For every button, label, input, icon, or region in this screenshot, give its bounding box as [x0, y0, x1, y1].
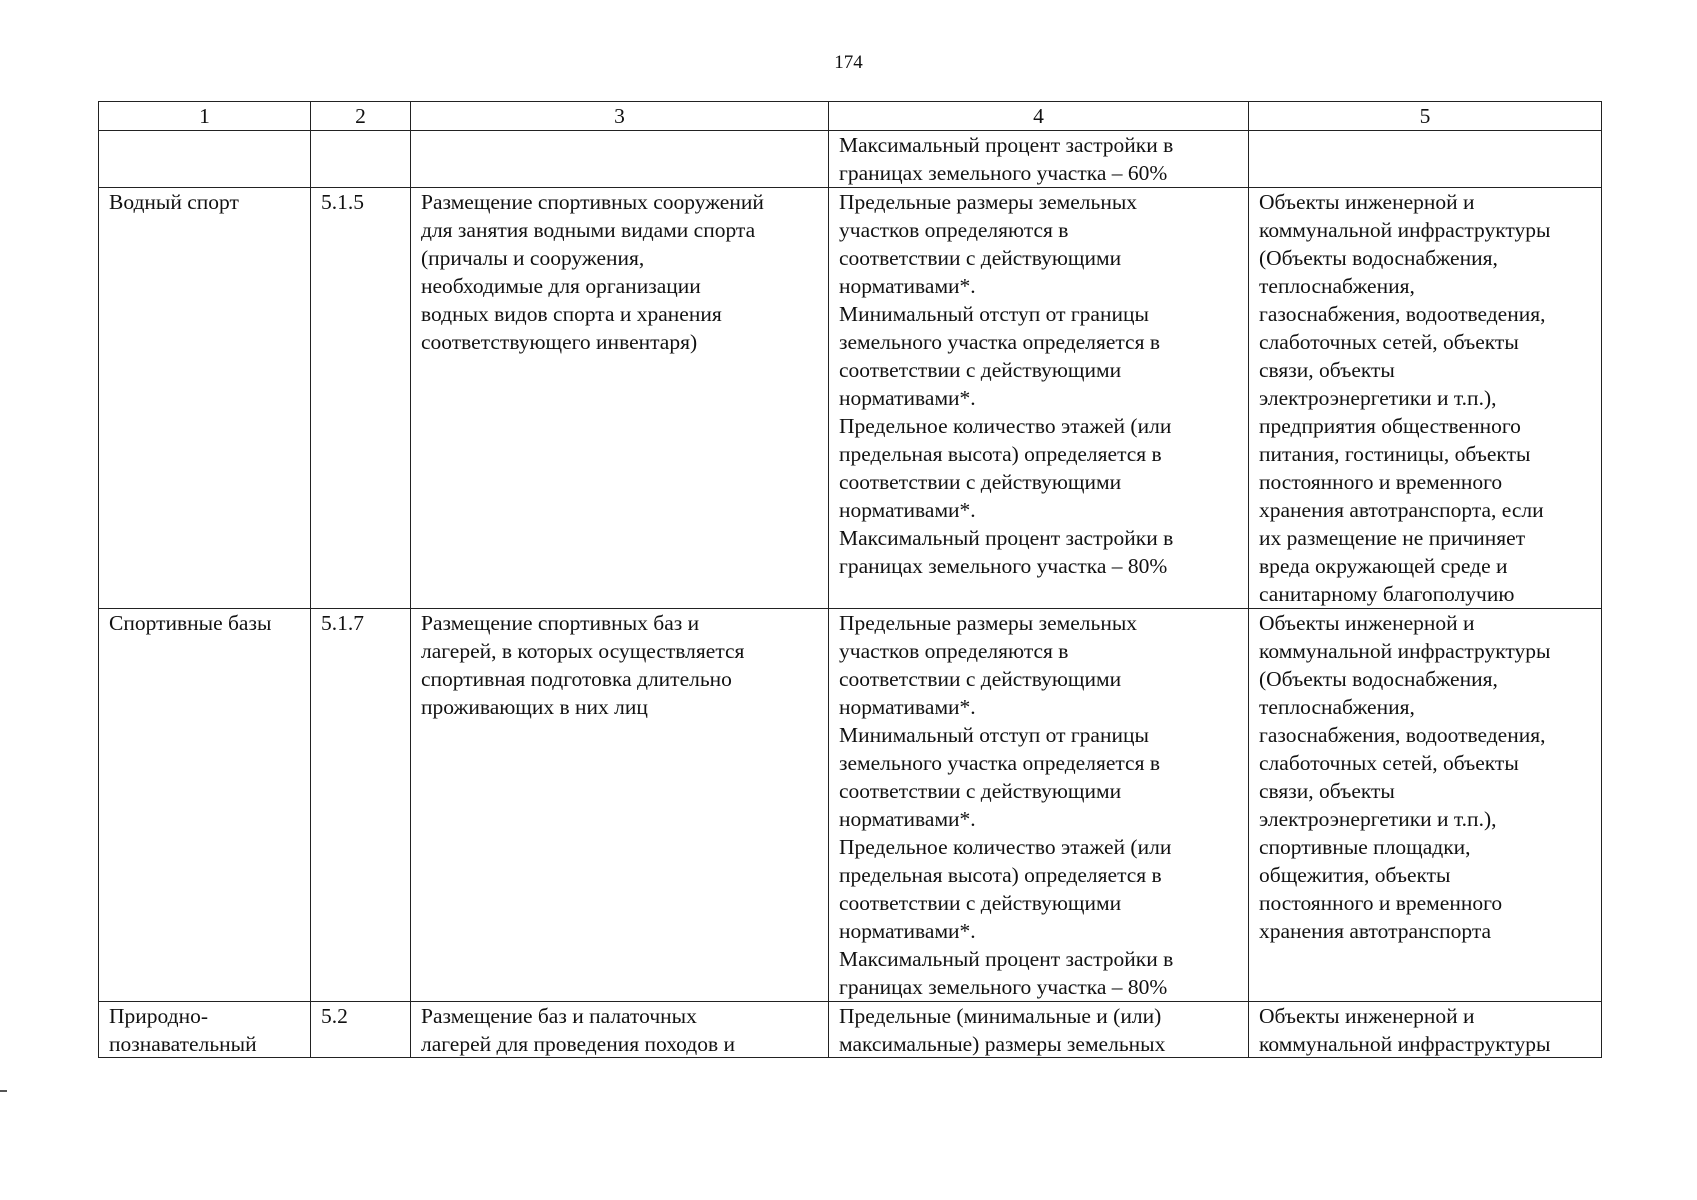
code-cell [311, 131, 411, 188]
table-row [99, 1002, 1602, 1058]
auxiliary-uses-cell: Объекты инженерной и коммунальной инфраструктуры (Объекты водоснабжения, теплоснабжения, газоснабжения, водоотведения, слаботочных сетей, объекты связи, объекты электроэнергетики и т.п.), спортивные площадки, общежития, объекты постоянного и временного хранения автотранспорта [1249, 609, 1602, 1002]
use-name-cell: Спортивные базы [99, 609, 311, 1002]
description-cell: Размещение спортивных баз и лагерей, в которых осуществляется спортивная подготовка длительно проживающих в них лиц [411, 609, 829, 1002]
table-row [99, 131, 1602, 188]
description-cell [411, 1002, 829, 1058]
column-header: 1 [99, 102, 311, 131]
page-number: 174 [834, 52, 863, 73]
auxiliary-uses-cell [1249, 1002, 1602, 1058]
column-header: 4 [829, 102, 1249, 131]
cell-text: Предельные (минимальные и (или) максимальные) размеры земельных [839, 1004, 1166, 1056]
parameters-cell: Предельные размеры земельных участков определяются в соответствии с действующими нормативами*. Минимальный отступ от границы земельного участка определяется в соответствии с действующими нормативами*. Предельное количество этажей (или предельная высота) определяется в соответствии с действующими нормативами*. Максимальный процент застройки в границах земельного участка – 80% [829, 609, 1249, 1002]
column-header: 5 [1249, 102, 1602, 131]
column-header: 3 [411, 102, 829, 131]
cell-text: Природно- познавательный [109, 1004, 257, 1056]
parameters-cell [829, 1002, 1249, 1058]
column-header: 2 [311, 102, 411, 131]
cell-text: Объекты инженерной и коммунальной инфраструктуры [1259, 1004, 1551, 1056]
parameters-cell: Предельные размеры земельных участков определяются в соответствии с действующими нормативами*. Минимальный отступ от границы земельного участка определяется в соответствии с действующими нормативами*. Предельное количество этажей (или предельная высота) определяется в соответствии с действующими нормативами*. Максимальный процент застройки в границах земельного участка – 80% [829, 188, 1249, 609]
description-cell [411, 131, 829, 188]
land-use-table [98, 101, 1602, 1058]
cell-text: 5.2 [321, 1004, 348, 1028]
use-name-cell [99, 131, 311, 188]
code-cell: 5.1.7 [311, 609, 411, 1002]
description-cell: Размещение спортивных сооружений для занятия водными видами спорта (причалы и сооружения, необходимые для организации водных видов спорта и хранения соответствующего инвентаря) [411, 188, 829, 609]
auxiliary-uses-cell: Объекты инженерной и коммунальной инфраструктуры (Объекты водоснабжения, теплоснабжения, газоснабжения, водоотведения, слаботочных сетей, объекты связи, объекты электроэнергетики и т.п.), предприятия общественного питания, гостиницы, объекты постоянного и временного хранения автотранспорта, если их размещение не причиняет вреда окружающей среде и санитарному благополучию [1249, 188, 1602, 609]
code-cell [311, 1002, 411, 1058]
code-cell: 5.1.5 [311, 188, 411, 609]
use-name-cell: Водный спорт [99, 188, 311, 609]
parameters-cell: Максимальный процент застройки в границах земельного участка – 60% [829, 131, 1249, 188]
auxiliary-uses-cell [1249, 131, 1602, 188]
table-header-row [99, 102, 1602, 131]
use-name-cell [99, 1002, 311, 1058]
table-row [99, 188, 1602, 609]
table-row [99, 609, 1602, 1002]
scan-edge-mark [0, 1090, 7, 1092]
cell-text: Размещение баз и палаточных лагерей для проведения походов и [421, 1004, 736, 1056]
